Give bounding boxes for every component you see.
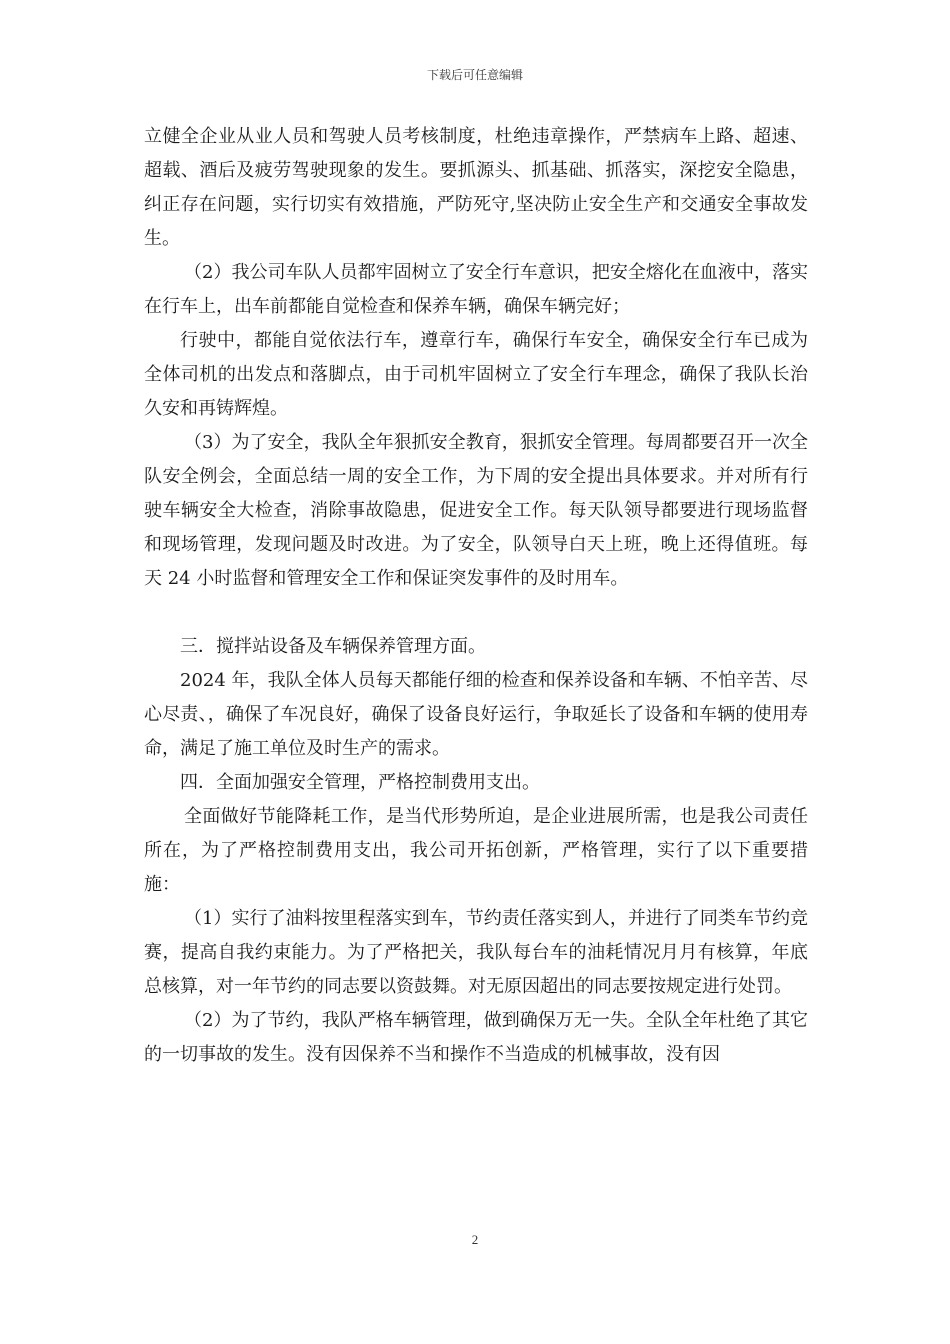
paragraph-driving: 行驶中，都能自觉依法行车，遵章行车，确保行车安全，确保安全行车已成为全体司机的出发点和落脚点，由于司机牢固树立了安全行车理念，确保了我队长治久安和再铸辉煌。 [144,330,808,419]
section-heading-3: 三．搅拌站设备及车辆保养管理方面。 [180,636,486,657]
paragraph-spacer [144,596,808,630]
paragraph-measure-2: （2）为了节约，我队严格车辆管理，做到确保万无一失。全队全年杜绝了其它的一切事故的发生。没有因保养不当和操作不当造成的机械事故，没有因 [144,1010,808,1065]
section-heading-4: 四．全面加强安全管理，严格控制费用支出。 [180,772,540,793]
page-header: 下载后可任意编辑 [426,68,523,82]
paragraph-measure-1: （1）实行了油料按里程落实到车，节约责任落实到人，并进行了同类车节约竞赛，提高自我约束能力。为了严格把关，我队每台车的油耗情况月月有核算，年底总核算，对一年节约的同志要以资鼓舞。对无原因超出的同志要按规定进行处罚。 [144,908,808,997]
document-body [144,120,808,1072]
paragraph-2024: 2024 年，我队全体人员每天都能仔细的检查和保养设备和车辆、不怕辛苦、尽心尽责、，确保了车况良好，确保了设备良好运行，争取延长了设备和车辆的使用寿命，满足了施工单位及时生产的需求。 [144,670,808,759]
paragraph-continued: 立健全企业从业人员和驾驶人员考核制度，杜绝违章操作，严禁病车上路、超速、超载、酒后及疲劳驾驶现象的发生。要抓源头、抓基础、抓落实，深挖安全隐患，纠正存在问题，实行切实有效措施，严防死守,坚决防止安全生产和交通安全事故发生。 [144,126,808,249]
paragraph-item-2: （2）我公司车队人员都牢固树立了安全行车意识，把安全熔化在血液中，落实在行车上，出车前都能自觉检查和保养车辆，确保车辆完好； [144,262,808,317]
paragraph-item-3: （3）为了安全，我队全年狠抓安全教育，狠抓安全管理。每周都要召开一次全队安全例会，全面总结一周的安全工作，为下周的安全提出具体要求。并对所有行驶车辆安全大检查，消除事故隐患，促进安全工作。每天队领导都要进行现场监督和现场管理，发现问题及时改进。为了安全，队领导白天上班，晚上还得值班。每天 24 小时监督和管理安全工作和保证突发事件的及时用车。 [144,432,808,589]
page-number: 2 [471,1232,479,1247]
paragraph-energy: 全面做好节能降耗工作，是当代形势所迫，是企业进展所需，也是我公司责任所在，为了严格控制费用支出，我公司开拓创新，严格管理，实行了以下重要措施： [144,806,808,895]
